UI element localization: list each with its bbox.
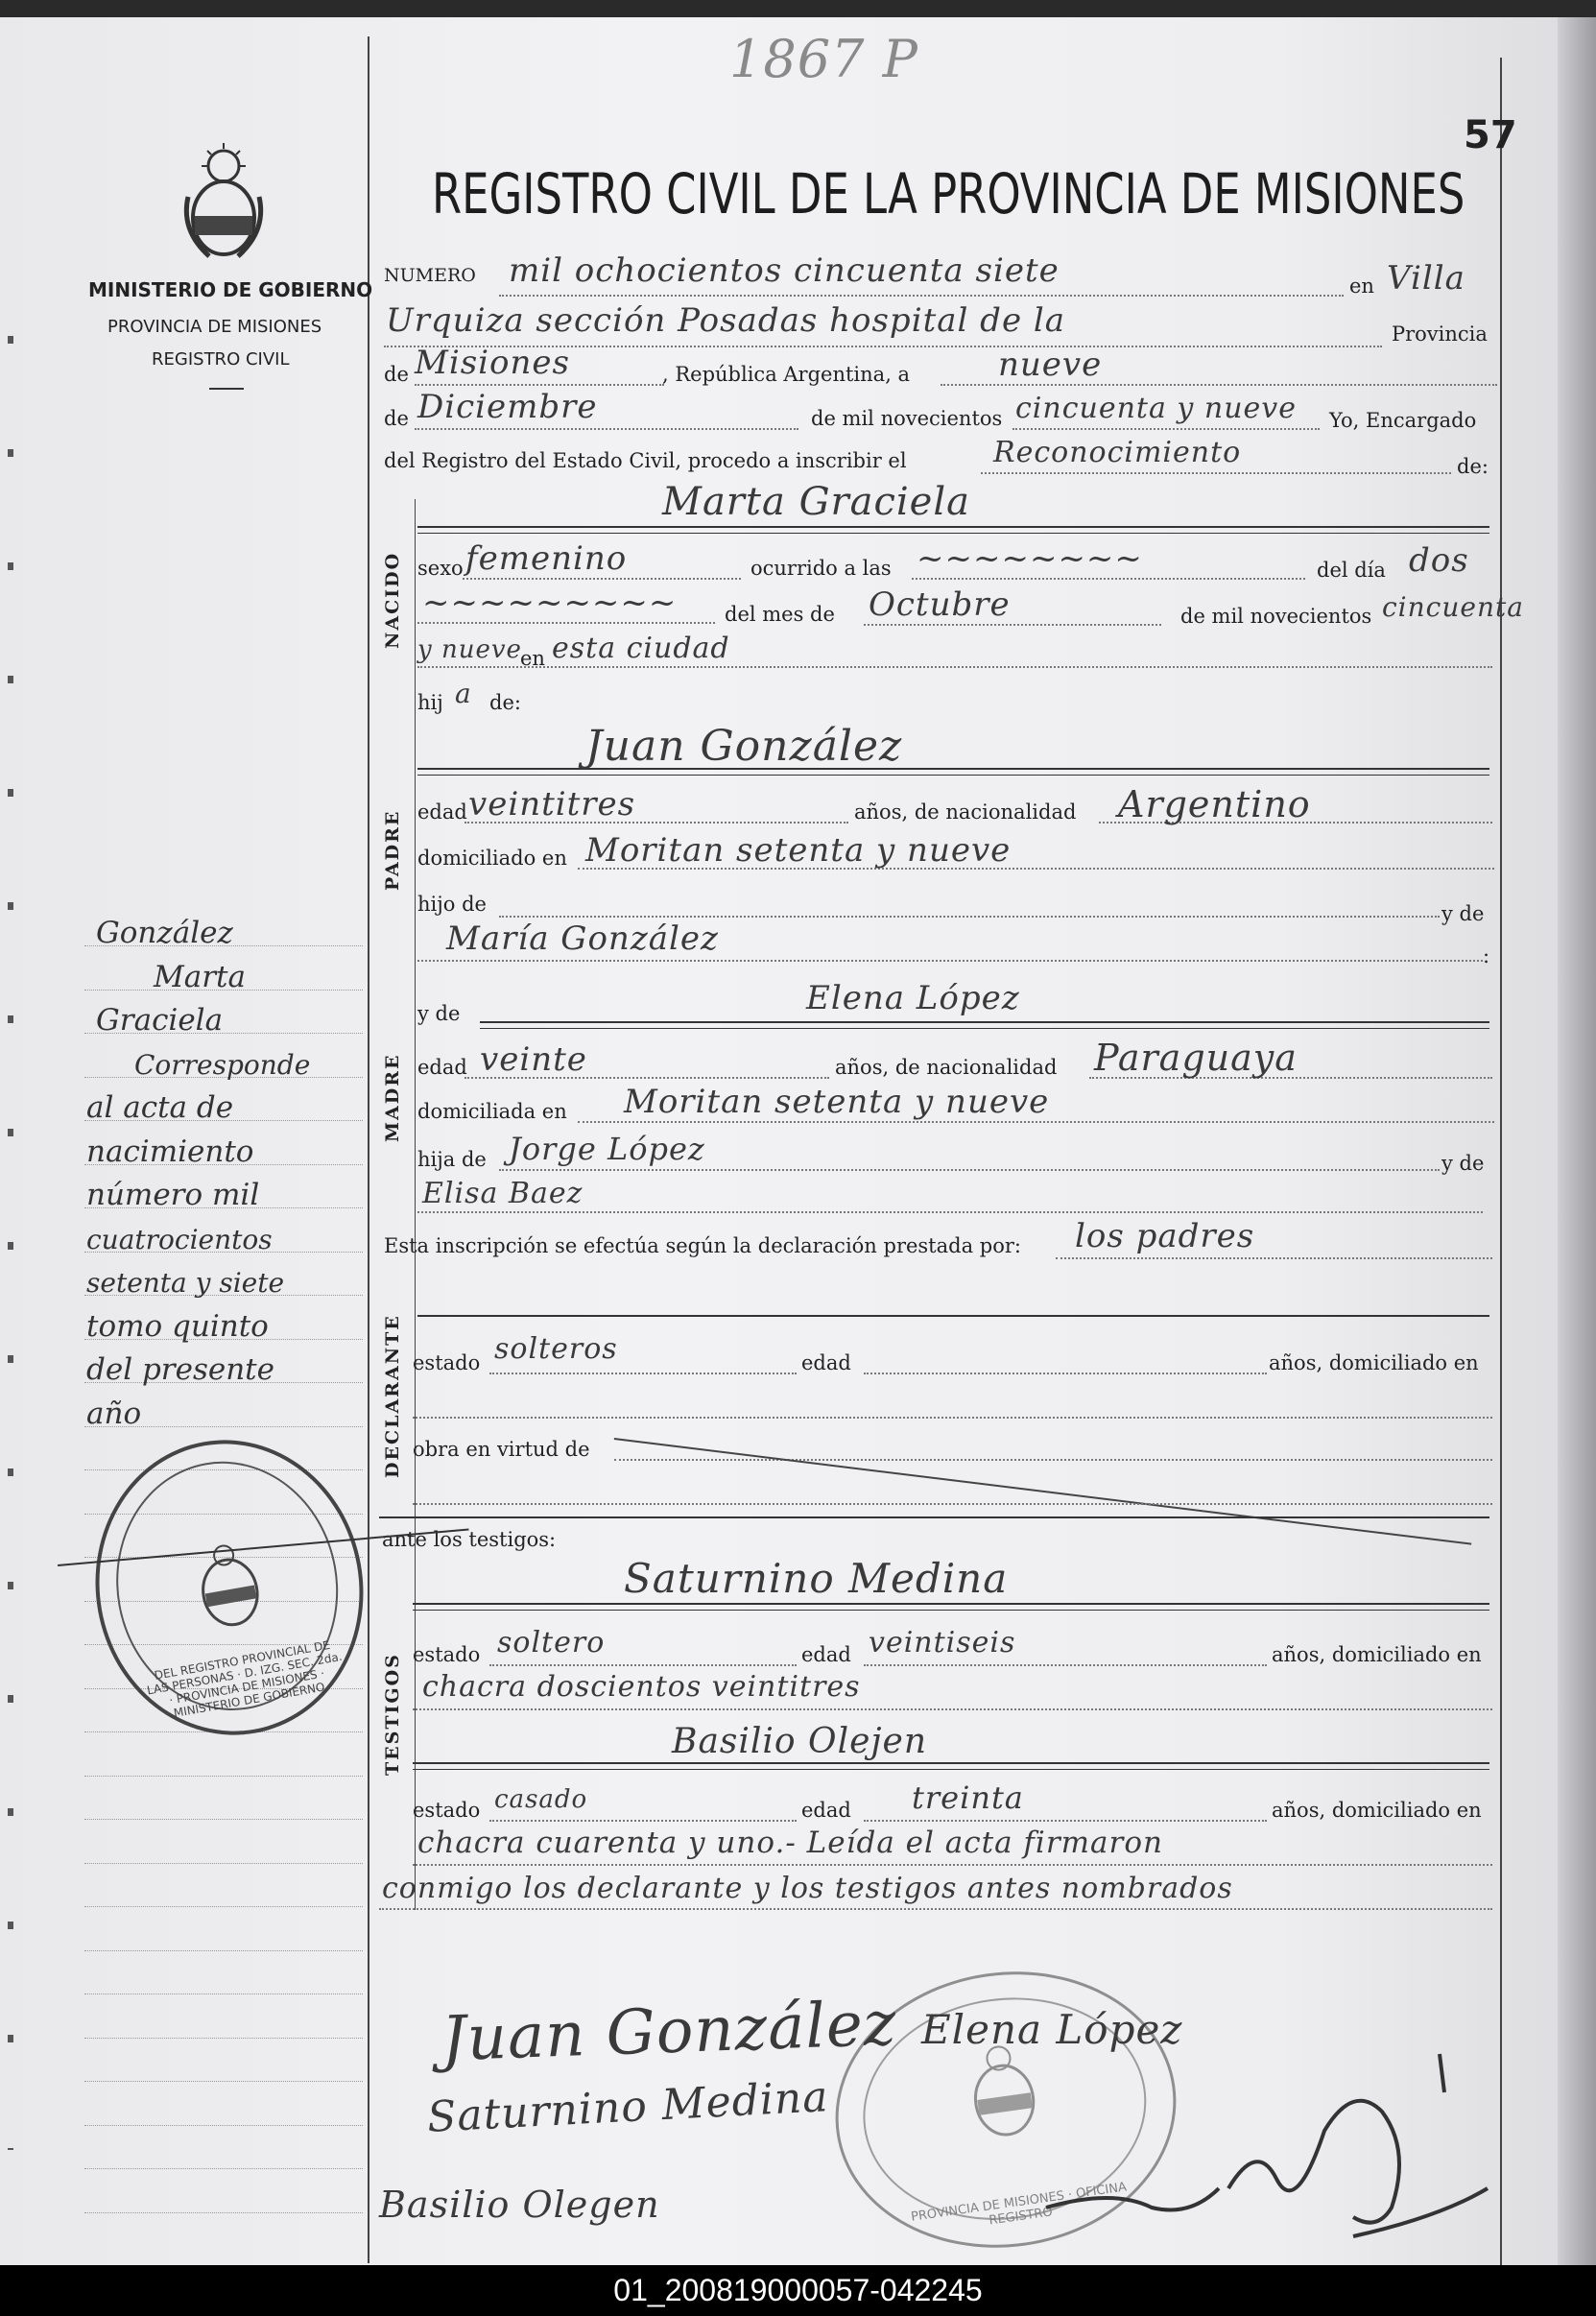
field-madre-nombre: Elena López xyxy=(806,979,1020,1017)
field-line-dia-nac2 xyxy=(417,622,715,624)
field-testigo2-nombre: Basilio Olejen xyxy=(672,1722,928,1761)
margin-note-line: cuatrocientos xyxy=(86,1223,273,1255)
label-de2: de xyxy=(384,407,409,430)
margin-note-line: tomo quinto xyxy=(86,1308,269,1344)
margin-note-line: Corresponde xyxy=(134,1048,311,1081)
label-ante: ante los testigos: xyxy=(382,1528,557,1551)
rule-testigo1 xyxy=(413,1603,1489,1611)
label-anos-nac-madre: años, de nacionalidad xyxy=(835,1056,1058,1079)
field-line-cierre xyxy=(379,1908,1492,1910)
label-padre: PADRE xyxy=(382,809,403,891)
margin-ruled-line xyxy=(84,1950,363,1951)
page-number: 57 xyxy=(1464,113,1517,157)
margin-ruled-line xyxy=(84,2125,363,2126)
field-lugar: esta ciudad xyxy=(552,632,730,665)
field-declarante-estado: solteros xyxy=(494,1332,618,1366)
field-mes: Diciembre xyxy=(417,388,598,426)
field-line-madre-madre xyxy=(417,1211,1483,1213)
rule-padre-top xyxy=(417,768,1489,776)
margin-note-line: número mil xyxy=(86,1178,260,1212)
signature-padre: Juan González xyxy=(440,1988,898,2076)
label-de3: de: xyxy=(1457,455,1489,478)
field-padre-edad: veintitres xyxy=(468,785,636,824)
label-anos-dom-decl: años, domiciliado en xyxy=(1269,1351,1479,1374)
margin-ruled-line xyxy=(84,2168,363,2169)
margin-note-line: Graciela xyxy=(96,1003,224,1038)
field-madre-edad: veinte xyxy=(480,1040,587,1079)
label-de-mil2: de mil novecientos xyxy=(1180,605,1372,628)
field-dia-nac: dos xyxy=(1409,541,1469,580)
field-testigo1-dom: chacra doscientos veintitres xyxy=(422,1670,861,1704)
label-republica: , República Argentina, a xyxy=(662,363,911,386)
label-edad-madre: edad xyxy=(417,1056,467,1079)
field-line-decl-2 xyxy=(413,1417,1492,1419)
field-line-mes xyxy=(415,428,798,430)
label-inscripcion: Esta inscripción se efectúa según la declaración prestada por: xyxy=(384,1234,1021,1257)
field-numero: mil ochocientos cincuenta siete xyxy=(509,251,1060,290)
label-del-dia: del día xyxy=(1317,559,1386,582)
label-nacido: NACIDO xyxy=(382,551,403,649)
field-line-dom-madre xyxy=(578,1121,1494,1123)
label-ocurrido: ocurrido a las xyxy=(750,557,892,580)
label-y-de2: y de xyxy=(417,1002,461,1025)
label-yo: Yo, Encargado xyxy=(1329,409,1477,432)
field-madre-padre: Jorge López xyxy=(509,1131,705,1167)
field-line-estado-t1 xyxy=(489,1664,797,1666)
margin-ruled-line xyxy=(84,1776,363,1777)
signature-madre: Elena López xyxy=(921,2006,1183,2053)
rule-testigos-top xyxy=(379,1516,1489,1518)
margin-ruled-line xyxy=(84,2081,363,2082)
label-de: de xyxy=(384,363,409,386)
field-madre-nac: Paraguaya xyxy=(1094,1037,1298,1079)
top-edge xyxy=(0,0,1596,17)
field-sexo: femenino xyxy=(465,539,628,578)
strike-line xyxy=(614,1438,1472,1545)
field-line-edad-t2 xyxy=(864,1820,1267,1822)
field-hora: ~~~~~~~~ xyxy=(917,539,1143,578)
label-sexo: sexo xyxy=(417,557,464,580)
field-cierre: conmigo los declarante y los testigos antes nombrados xyxy=(382,1872,1233,1905)
field-line-mes-nac xyxy=(864,624,1161,626)
label-estado-decl: estado xyxy=(413,1351,481,1374)
signature-testigo1: Saturnino Medina xyxy=(425,2072,830,2142)
field-padre-nombre: Juan González xyxy=(585,722,903,771)
margin-note-line: al acta de xyxy=(86,1090,234,1125)
ministry-label: MINISTERIO DE GOBIERNO xyxy=(88,278,373,301)
margin-note-line: González xyxy=(96,916,233,950)
header-dash xyxy=(209,388,244,390)
margin-ruled-line xyxy=(84,1906,363,1907)
margin-note-line: setenta y siete xyxy=(86,1267,285,1299)
frame-left-line xyxy=(368,36,369,2263)
field-madre-madre: Elisa Baez xyxy=(422,1177,584,1210)
binding-marks xyxy=(8,230,13,2150)
label-edad-decl: edad xyxy=(801,1351,851,1374)
field-padre-nac: Argentino xyxy=(1118,783,1311,825)
margin-ruled-line xyxy=(84,2212,363,2213)
field-padre-padres: María González xyxy=(446,919,719,958)
label-en: en xyxy=(1349,275,1374,298)
archive-number: 1867 P xyxy=(729,29,918,89)
field-line2: Urquiza sección Posadas hospital de la xyxy=(386,301,1066,340)
field-line-dom-t2 xyxy=(413,1864,1492,1866)
field-madre-dom: Moritan setenta y nueve xyxy=(624,1083,1050,1121)
label-domiciliada: domiciliada en xyxy=(417,1100,567,1123)
rule-madre-top xyxy=(480,1021,1489,1029)
field-line-estado-decl xyxy=(489,1373,797,1374)
label-estado-t2: estado xyxy=(413,1799,481,1822)
label-edad-t2: edad xyxy=(801,1799,851,1822)
label-anos-dom-t2: años, domiciliado en xyxy=(1272,1799,1482,1822)
field-padre-dom: Moritan setenta y nueve xyxy=(585,831,1012,870)
field-nombre: Marta Graciela xyxy=(662,480,970,524)
label-numero: NUMERO xyxy=(384,265,476,286)
field-line-hija-de xyxy=(499,1169,1440,1171)
image-id-footer: 01_200819000057-042245 xyxy=(0,2265,1596,2316)
field-testigo2-estado: casado xyxy=(494,1785,588,1814)
field-anio-nac: cincuenta xyxy=(1382,591,1524,623)
margin-note-line: del presente xyxy=(86,1352,274,1387)
field-line-lugar xyxy=(417,666,1492,668)
label-y-de: y de xyxy=(1441,902,1485,925)
label-testigos: TESTIGOS xyxy=(382,1653,403,1776)
field-hij-suffix: a xyxy=(455,678,472,709)
field-line-anio xyxy=(1012,428,1320,430)
field-line-estado-t2 xyxy=(489,1820,797,1822)
label-colon: : xyxy=(1483,944,1490,967)
label-hij: hij xyxy=(417,691,443,714)
label-obra: obra en virtud de xyxy=(413,1438,590,1461)
label-en-lugar: en xyxy=(520,647,545,670)
label-y-de3: y de xyxy=(1441,1152,1485,1175)
margin-note-line: Marta xyxy=(154,959,246,994)
field-line-provincia xyxy=(415,384,664,386)
label-anos-nac-padre: años, de nacionalidad xyxy=(854,800,1077,824)
field-line-dia xyxy=(941,384,1497,386)
field-testigo2-edad: treinta xyxy=(912,1779,1024,1816)
field-mes-nac: Octubre xyxy=(869,585,1011,624)
rule-nacido-top xyxy=(417,526,1489,534)
field-acto: Reconocimiento xyxy=(993,436,1242,469)
label-estado-t1: estado xyxy=(413,1643,481,1666)
label-edad-padre: edad xyxy=(417,800,467,824)
field-anio-nac2: y nueve xyxy=(417,635,522,664)
field-dia-nac2: ~~~~~~~~~ xyxy=(422,584,678,622)
margin-ruled-line xyxy=(84,1819,363,1820)
rule-declarante-top xyxy=(417,1315,1489,1317)
signature-encargado xyxy=(1036,2025,1497,2256)
field-line-edad-decl xyxy=(864,1373,1267,1374)
field-testigo2-dom: chacra cuarenta y uno.- Leída el acta firmaron xyxy=(417,1826,1163,1860)
field-testigo1-nombre: Saturnino Medina xyxy=(624,1555,1009,1602)
rule-testigo2 xyxy=(413,1762,1489,1770)
frame-right-line xyxy=(1500,58,1502,2265)
signature-testigo2: Basilio Olegen xyxy=(379,2184,660,2226)
field-testigo1-edad: veintiseis xyxy=(869,1626,1016,1659)
label-de-mil: de mil novecientos xyxy=(811,407,1003,430)
stamp-arms-icon xyxy=(959,2038,1050,2153)
stamp-left-text: DEL REGISTRO PROVINCIAL DE LAS PERSONAS · D. IZG. SEC. 2da. · PROVINCIA DE MISIONES · MINISTERIO DE GOBIERNO xyxy=(146,1637,344,1720)
field-line-acto xyxy=(981,472,1451,474)
page-edge-shadow xyxy=(1558,17,1596,2265)
margin-note xyxy=(86,912,365,1436)
label-domiciliado: domiciliado en xyxy=(417,847,567,870)
field-line-hijo-de xyxy=(499,916,1440,918)
field-line-sexo xyxy=(463,578,741,580)
section-line xyxy=(415,499,416,1910)
field-line-dom-t1 xyxy=(413,1708,1492,1710)
field-anio: cincuenta y nueve xyxy=(1015,392,1297,425)
field-provincia: Misiones xyxy=(415,344,570,382)
field-line-numero xyxy=(499,295,1344,297)
label-del-registro: del Registro del Estado Civil, procedo a inscribir el xyxy=(384,449,907,472)
document-title: REGISTRO CIVIL DE LA PROVINCIA DE MISIONES xyxy=(432,161,1465,227)
label-provincia: Provincia xyxy=(1392,322,1488,346)
label-edad-t1: edad xyxy=(801,1643,851,1666)
margin-note-line: nacimiento xyxy=(86,1134,254,1169)
margin-note-line: año xyxy=(86,1396,142,1431)
field-line-obra xyxy=(614,1459,1492,1461)
field-dia: nueve xyxy=(998,346,1103,384)
label-del-mes: del mes de xyxy=(725,603,835,626)
field-line-declarantes xyxy=(1056,1257,1492,1259)
label-hijo-de: hijo de xyxy=(417,893,487,916)
margin-ruled-line xyxy=(84,1863,363,1864)
label-declarante: DECLARANTE xyxy=(382,1314,403,1478)
registry-label: REGISTRO CIVIL xyxy=(152,349,290,370)
field-line-hora xyxy=(912,578,1305,580)
field-villa: Villa xyxy=(1387,259,1465,298)
label-de4: de: xyxy=(489,691,521,714)
coat-of-arms-icon xyxy=(180,139,267,264)
label-anos-dom-t1: años, domiciliado en xyxy=(1272,1643,1482,1666)
field-testigo1-estado: soltero xyxy=(497,1626,606,1659)
stamp-right-text: PROVINCIA DE MISIONES · OFICINA REGISTRO xyxy=(910,2180,1128,2229)
label-hija-de: hija de xyxy=(417,1148,487,1171)
field-declarantes: los padres xyxy=(1075,1217,1255,1255)
field-line-padre-padres xyxy=(417,960,1483,962)
province-label: PROVINCIA DE MISIONES xyxy=(107,317,322,337)
margin-ruled-line xyxy=(84,2038,363,2039)
field-line-edad-t1 xyxy=(864,1664,1267,1666)
field-line-decl-3 xyxy=(413,1503,1492,1505)
label-madre: MADRE xyxy=(382,1053,403,1142)
